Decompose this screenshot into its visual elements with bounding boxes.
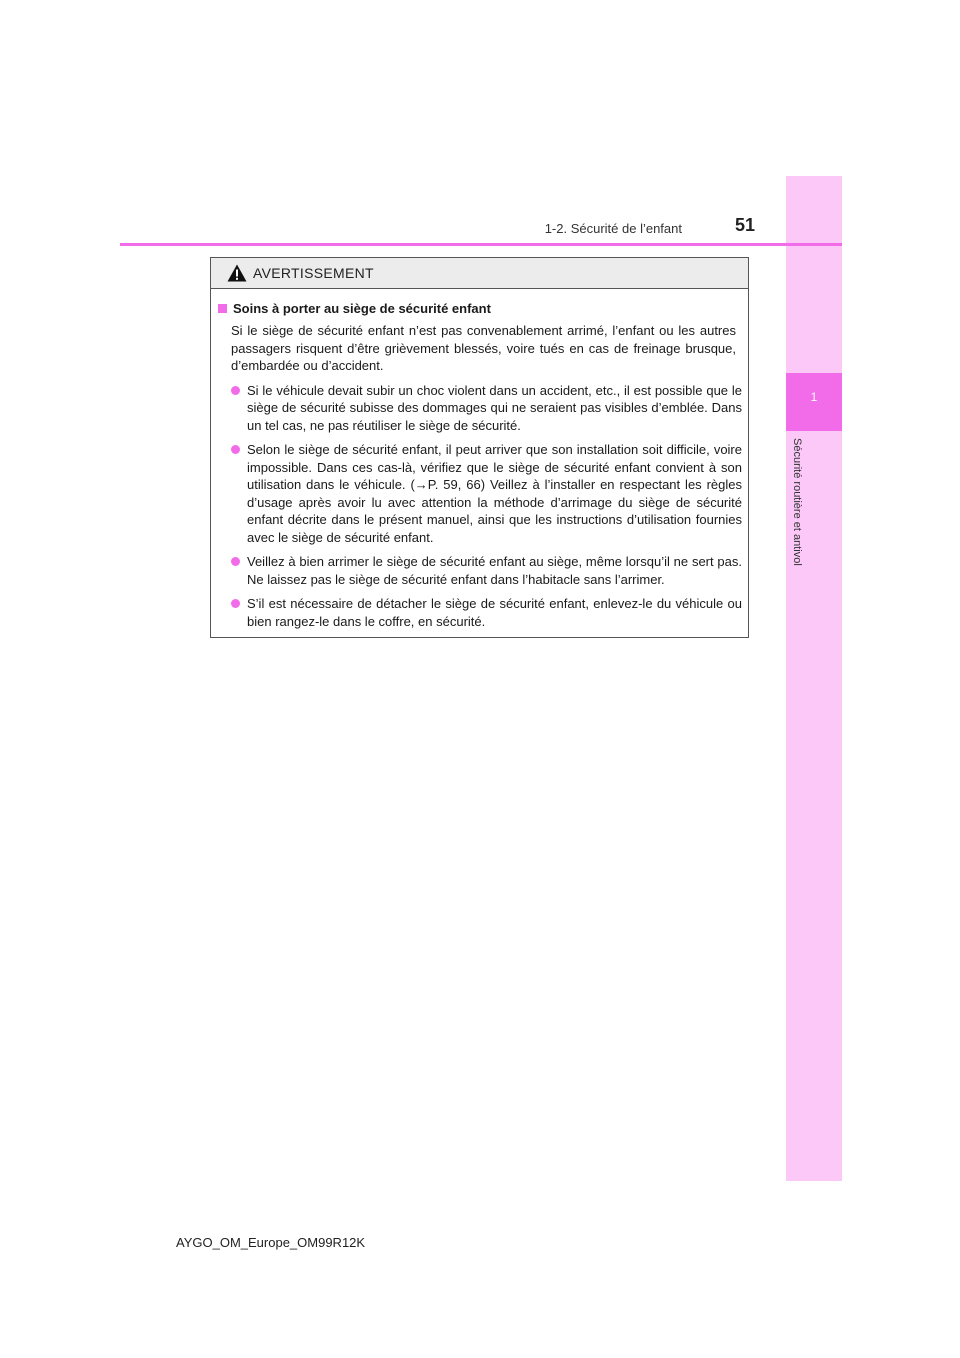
- square-bullet-icon: [218, 304, 227, 313]
- warning-title: AVERTISSEMENT: [253, 265, 374, 281]
- document-code: AYGO_OM_Europe_OM99R12K: [176, 1235, 366, 1250]
- warning-intro: Si le siège de sécurité enfant n’est pas convenablement arrimé, l’enfant ou les autres passagers risquent d’être grièvement blessés, voire tués en cas de freinage brusque, d’embardée ou d’accident.: [231, 323, 736, 373]
- warning-item: [218, 441, 742, 546]
- warning-section-title: Soins à porter au siège de sécurité enfant: [233, 301, 491, 316]
- warning-item: [218, 382, 742, 435]
- warning-item-text: Si le véhicule devait subir un choc violent dans un accident, etc., il est possible que le siège de sécurité subisse des dommages qui ne seraient pas visibles d’emblée. Dans un tel cas, ne pas réutiliser le siège de sécurité.: [247, 382, 742, 433]
- warning-section-heading: [218, 301, 742, 316]
- chapter-side-tab: [786, 176, 842, 1181]
- warning-body: [211, 289, 748, 630]
- bullet-dot-icon: [231, 557, 240, 566]
- warning-item: [218, 553, 742, 588]
- warning-header: [211, 258, 748, 289]
- warning-item-text: Selon le siège de sécurité enfant, il peut arriver que son installation soit difficile, voire impossible. Dans ces cas-là, vérifiez que le siège de sécurité enfant convient à son utilisation dans le véhicule. (→P. 59, 66) Veillez à l’installer en respectant les règles d’usage après avoir lu avec attention la méthode d’arrimage du siège de sécurité enfant décrite dans le présent manuel, ainsi que les instructions d’utilisation fournies avec le siège de sécurité enfant.: [247, 442, 742, 545]
- chapter-title: Sécurité routière et antivol: [791, 438, 803, 566]
- warning-item: [218, 595, 742, 630]
- section-title: 1-2. Sécurité de l’enfant: [544, 221, 682, 236]
- header-divider: [120, 243, 842, 246]
- warning-triangle-icon: [227, 264, 247, 282]
- bullet-dot-icon: [231, 599, 240, 608]
- warning-box: [210, 257, 749, 638]
- chapter-number: 1: [810, 390, 818, 404]
- bullet-dot-icon: [231, 445, 240, 454]
- warning-item-text: S’il est nécessaire de détacher le siège de sécurité enfant, enlevez-le du véhicule ou bien rangez-le dans le coffre, en sécurité.: [247, 596, 742, 629]
- bullet-dot-icon: [231, 386, 240, 395]
- chapter-title-container: [789, 438, 803, 593]
- page-number: 51: [735, 215, 756, 235]
- warning-item-text: Veillez à bien arrimer le siège de sécurité enfant au siège, même lorsqu’il ne sert pas. Ne laissez pas le siège de sécurité enfant dans l’habitacle sans l’arrimer.: [247, 554, 742, 587]
